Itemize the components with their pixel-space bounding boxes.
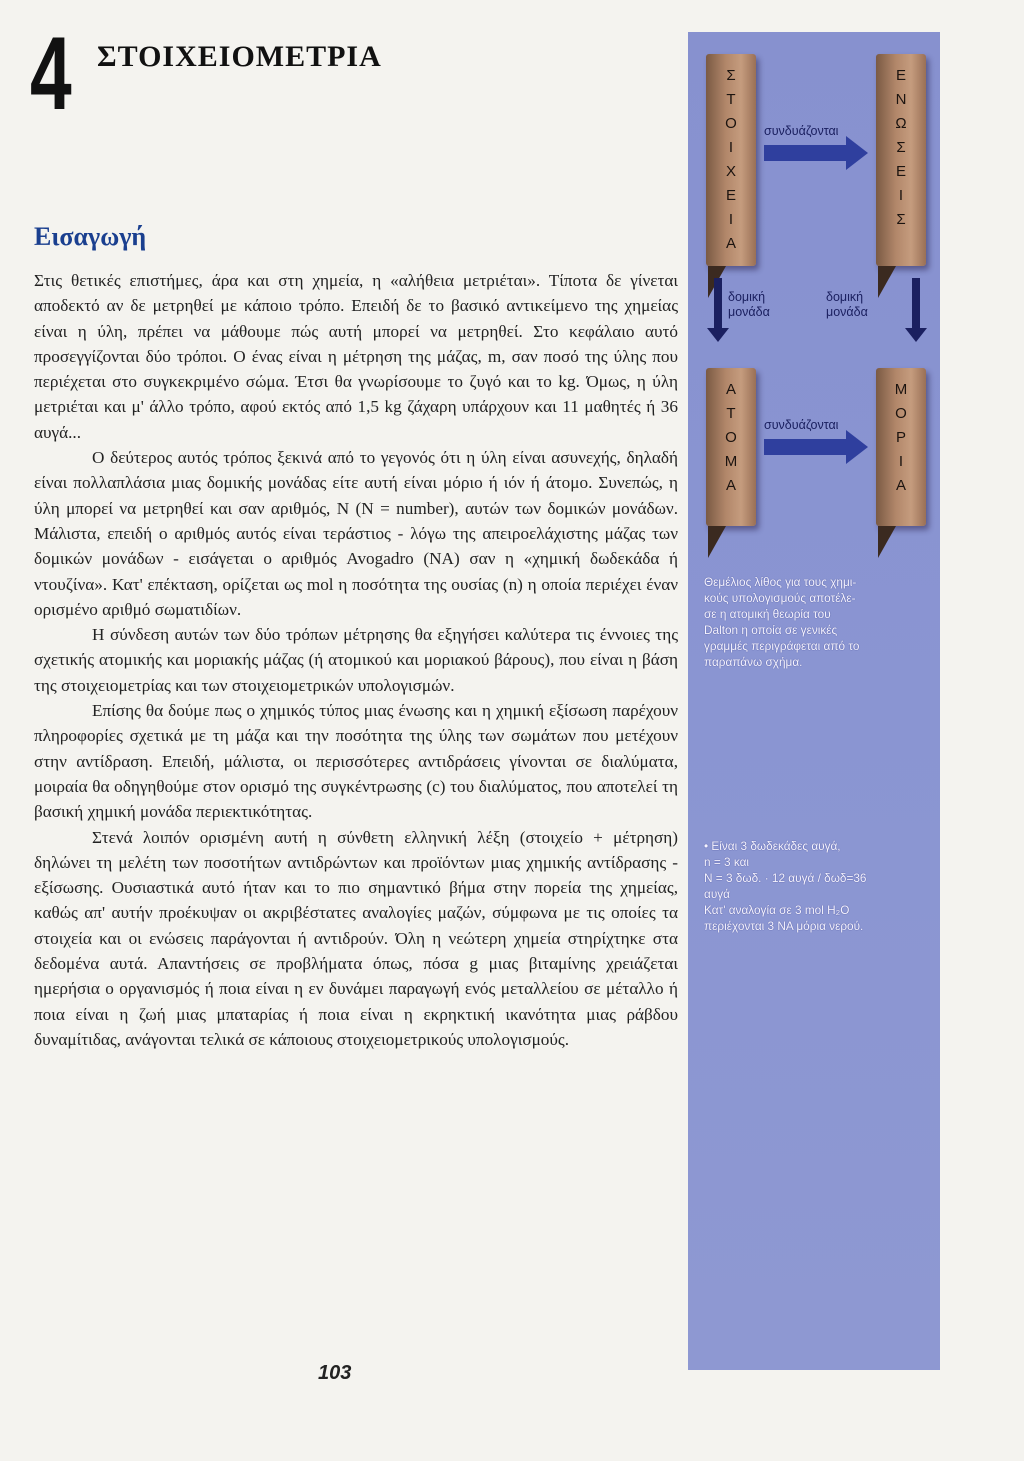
pillar-letter: Α	[725, 477, 736, 494]
arrow-right-icon	[764, 439, 846, 455]
note-line: • Είναι 3 δωδεκάδες αυγά,	[704, 839, 841, 853]
pillar-letter: Ω	[895, 115, 907, 132]
pillar-shadow	[878, 526, 896, 558]
pillar-letter: Ι	[898, 187, 904, 204]
pillar-letter: Ο	[725, 115, 737, 132]
pillar-letter: Σ	[726, 67, 736, 84]
pillar-letter: Ν	[895, 91, 907, 108]
pillar-letter: Σ	[896, 211, 906, 228]
paragraph: Η σύνδεση αυτών των δύο τρόπων μέτρησης θα εξηγήσει καλύτερα τις έννοιες της σχετικής ατομικής και μοριακής μάζας (ή ατομικού και μοριακού βάρους), που είναι η βάση της στοιχειομετρίας και των στοιχειομετρικών υπολογισμών.	[34, 625, 678, 695]
chapter-number: 4	[30, 16, 72, 132]
pillar-enoseis	[876, 54, 926, 266]
note-line: N = 3 δωδ. · 12 αυγά / δωδ=36	[704, 871, 867, 885]
pillar-letter: Ρ	[895, 429, 906, 446]
note-line: γραμμές περιγράφεται από το	[704, 639, 860, 653]
note-line: Θεμέλιος λίθος για τους χημι-	[704, 575, 857, 589]
note-line: αυγά	[704, 887, 730, 901]
pillar-letter: Α	[725, 235, 736, 252]
pillar-letter: Α	[725, 381, 736, 398]
note-line: παραπάνω σχήμα.	[704, 655, 803, 669]
pillar-letter: Ι	[728, 211, 734, 228]
unit-label-line: μονάδα	[826, 305, 868, 319]
pillar-letter: Ο	[895, 405, 907, 422]
note-line: n = 3 και	[704, 855, 750, 869]
section-title: Εισαγωγή	[34, 222, 147, 251]
pillar-letter: Σ	[896, 139, 906, 156]
pillar-letter: Τ	[726, 405, 736, 422]
paragraph: Επίσης θα δούμε πως ο χημικός τύπος μιας ένωσης και η χημική εξίσωση παρέχουν πληροφορίες σχετικά με τη μάζα και την ποσότητα της ύλης των σωμάτων που μετέχουν στην αντίδραση. Επειδή, μάλιστα, οι περισσότερες αντιδράσεις γίνονται σε διαλύματα, μοιραία θα οδηγηθούμε στον ορισμό της συγκέντρωσης (c) του διαλύματος, που αποτελεί τη βασική χημική μονάδα περιεκτικότητας.	[34, 701, 678, 822]
body-text	[34, 268, 678, 1052]
pillar-letter: Ο	[725, 429, 737, 446]
sidebar	[688, 32, 940, 1370]
arrow-down-icon	[912, 278, 920, 328]
pillar-letter: Ε	[725, 187, 736, 204]
pillar-letter: Ι	[898, 453, 904, 470]
pillar-moria	[876, 368, 926, 526]
combine-label-top: συνδυάζονται	[764, 124, 839, 138]
dalton-note	[704, 574, 930, 670]
unit-label-right	[826, 290, 868, 320]
dozen-note	[704, 838, 932, 934]
arrow-right-icon	[764, 145, 846, 161]
pillar-letter: Ι	[728, 139, 734, 156]
chapter-title: ΣΤΟΙΧΕΙΟΜΕΤΡΙΑ	[97, 40, 382, 73]
unit-label-left	[728, 290, 770, 320]
arrow-down-icon	[714, 278, 722, 328]
unit-label-line: δομική	[826, 290, 864, 304]
note-line: Κατ' αναλογία σε 3 mol H₂O	[704, 903, 850, 917]
paragraph: Στενά λοιπόν ορισμένη αυτή η σύνθετη ελληνική λέξη (στοιχείο + μέτρηση) δηλώνει τη μελέτη των ποσοτήτων αντιδρώντων και προϊόντων μιας χημικής αντίδρασης - εξίσωσης. Ουσιαστικά αυτό ήταν και το πιο σημαντικό βήμα στην πορεία της χημείας, καθώς απ' αυτήν προέκυψαν οι ακριβέστατες αναλογίες μαζών, σύμφωνα με τις οποίες τα στοιχεία και οι ενώσεις παράγονται ή αντιδρούν. Όλη η νεώτερη χημεία στηρίχτηκε στα δεδομένα αυτά. Απαντήσεις σε προβλήματα όπως, πόσα g μιας βιταμίνης χρειάζεται ημερήσια ο οργανισμός ή ποια είναι η εν δυνάμει παραγωγή ενός μεταλλείου σε μέταλλο ή ποια είναι η ζωή μιας μπαταρίας ή ποια είναι η εκρηκτική ικανότητα μιας ράβδου δυναμίτιδας, ανάγονται τελικά σε κάποιους στοιχειομετρικούς υπολογισμούς.	[34, 827, 678, 1049]
combine-label-bottom: συνδυάζονται	[764, 418, 839, 432]
note-line: σε η ατομική θεωρία του	[704, 607, 831, 621]
unit-label-line: μονάδα	[728, 305, 770, 319]
paragraph: Στις θετικές επιστήμες, άρα και στη χημεία, η «αλήθεια μετριέται». Τίποτα δε γίνεται αποδεκτό αν δε μετρηθεί με κάποιο τρόπο. Επειδή δε το βασικό αντικείμενο της χημείας είναι η ύλη, πρέπει να μάθουμε πώς αυτή μπορεί να μετρηθεί. Στο κεφάλαιο αυτό προσεγγίζονται δύο τρόποι. Ο ένας είναι η μέτρηση της μάζας, m, σαν ποσό της ύλης που περιέχεται στο συγκεκριμένο σώμα. Έτσι θα γνωρίσουμε το ζυγό και το kg. Όμως, η ύλη μετριέται και μ' άλλο τρόπο, αφού εκτός από 1,5 kg ζάχαρη υπάρχουν και 11 μαθητές ή 36 αυγά...	[34, 271, 678, 442]
note-line: περιέχονται 3 NA μόρια νερού.	[704, 919, 864, 933]
pillar-letter: Ε	[895, 163, 906, 180]
pillar-shadow	[708, 526, 726, 558]
note-line: Dalton η οποία σε γενικές	[704, 623, 838, 637]
pillar-stoicheia	[706, 54, 756, 266]
pillar-shadow	[878, 266, 896, 298]
unit-label-line: δομική	[728, 290, 766, 304]
pillar-letter: Α	[895, 477, 906, 494]
pillar-letter: Χ	[725, 163, 736, 180]
note-line: κούς υπολογισμούς αποτέλε-	[704, 591, 856, 605]
pillar-atoma	[706, 368, 756, 526]
paragraph: Ο δεύτερος αυτός τρόπος ξεκινά από το γεγονός ότι η ύλη είναι ασυνεχής, δηλαδή είναι πολλαπλάσια μιας δομικής μονάδας είτε αυτή είναι μόριο ή ιόν ή άτομο. Συνεπώς, η ύλη μπορεί να μετρηθεί και σαν αριθμός, N (N = number), αυτών των δομικών μονάδων. Μάλιστα, επειδή ο αριθμός αυτός είναι τεράστιος - λόγω της απειροελάχιστης μάζας των δομικών μονάδων - εισάγεται ο αριθμός Avogadro (NA) σαν η «χημική δωδεκάδα ή ντουζίνα». Κατ' επέκταση, ορίζεται ως mol η ποσότητα της ουσίας (n) η οποία περιέχει έναν ορισμένο αριθμό σωματιδίων.	[34, 448, 678, 619]
page-number: 103	[318, 1362, 352, 1384]
pillar-letter: Τ	[726, 91, 736, 108]
pillar-letter: Ε	[895, 67, 906, 84]
pillar-letter: Μ	[894, 381, 908, 398]
pillar-letter: Μ	[724, 453, 738, 470]
